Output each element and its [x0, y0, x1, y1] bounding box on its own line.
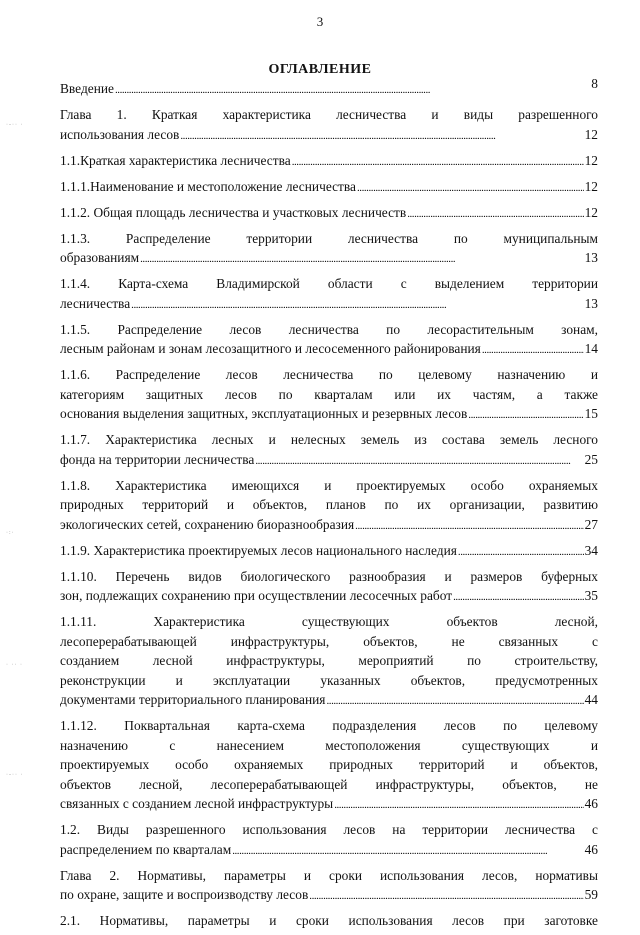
toc-entry-text-line: 1.1.6. Распределение лесов лесничества по целевому назначению и — [60, 367, 598, 382]
toc-dot-leader — [468, 404, 583, 426]
toc-page-number: 46 — [584, 841, 598, 857]
toc-entry-text-line: Глава 1. Краткая характеристика лесничества и виды разрешенного — [60, 107, 598, 122]
toc-entry-text-line: природных территорий и объектов, планов по их организации, развитию — [60, 497, 598, 512]
toc-entry-text-line: 1.1.4. Карта-схема Владимирской области с выделением территории — [60, 276, 598, 291]
toc-entry[interactable] — [60, 365, 598, 426]
toc-entry-text-line: проектируемых особо охраняемых природных территорий и объектов, — [60, 757, 598, 772]
toc-entry[interactable] — [60, 274, 598, 315]
toc-page-number: 44 — [584, 692, 598, 707]
toc-entry[interactable] — [60, 567, 598, 608]
toc-entry[interactable] — [60, 716, 598, 816]
toc-dot-leader — [309, 885, 583, 907]
toc-entry-title: экологических сетей, сохранению биоразнообразия — [60, 516, 355, 532]
toc-dot-leader — [131, 294, 583, 316]
scan-artifact: · ·· · — [6, 662, 23, 668]
toc-entry-text-line: объектов лесной, лесоперерабатывающей инфраструктуры, объектов, не — [60, 776, 598, 792]
toc-entry[interactable] — [60, 151, 598, 173]
toc-entry-title: зон, подлежащих сохранению при осуществлении лесосечных работ — [60, 588, 453, 603]
toc-page-number: 27 — [584, 516, 598, 532]
toc-entry-text-line: 1.1.3. Распределение территории лесничества по муниципальным — [60, 230, 598, 246]
toc-page-number: 46 — [584, 796, 598, 811]
toc-entry-text-line: назначению с нанесением местоположения существующих и — [60, 737, 598, 753]
toc-dot-leader — [292, 151, 584, 173]
scan-artifact: ·:· — [6, 530, 15, 536]
toc-page-number: 25 — [584, 451, 598, 467]
toc-dot-leader — [458, 541, 584, 563]
toc-entry-text-line: категориям защитных лесов по кварталам или их частям, а также — [60, 386, 598, 402]
toc-entry[interactable] — [60, 203, 598, 225]
toc-entry-title: фонда на территории лесничества — [60, 451, 255, 467]
toc-entry[interactable] — [60, 866, 598, 907]
toc-dot-leader — [334, 794, 583, 816]
toc-entry[interactable] — [60, 177, 598, 199]
toc-entry-text-line: Глава 2. Нормативы, параметры и сроки использования лесов, нормативы — [60, 867, 598, 883]
toc-entry-title: 1.1.1.Наименование и местоположение лесничества — [60, 178, 356, 194]
toc-entry[interactable] — [60, 229, 598, 270]
toc-entry-text-line: 1.1.5. Распределение лесов лесничества по лесорастительным зонам, — [60, 321, 598, 337]
toc-entry-title: основания выделения защитных, эксплуатационных и резервных лесов — [60, 406, 468, 421]
toc-entry-text-line: 1.1.11. Характеристика существующих объектов лесной, — [60, 614, 598, 629]
toc-entry[interactable] — [60, 820, 598, 861]
toc-page-number: 34 — [584, 542, 598, 558]
toc-dot-leader — [255, 450, 583, 472]
toc-page-number: 12 — [584, 152, 598, 168]
toc-entry-title: по охране, защите и воспроизводству лесов — [60, 887, 309, 902]
toc-dot-leader — [453, 586, 584, 608]
toc-entry[interactable] — [60, 541, 598, 563]
toc-entry-title: 1.1.2. Общая площадь лесничества и участковых лесничеств — [60, 204, 407, 220]
toc-entry[interactable] — [60, 320, 598, 361]
toc-entry-title: 1.1.9. Характеристика проектируемых лесов национального наследия — [60, 542, 457, 558]
toc-dot-leader — [407, 203, 583, 225]
toc-page-number: 8 — [591, 76, 598, 91]
toc-entry-text-line: реконструкции и эксплуатации указанных объектов, предусмотренных — [60, 672, 598, 688]
page-title: ОГЛАВЛЕНИЕ — [268, 62, 372, 77]
toc-page-number: 12 — [584, 178, 598, 194]
toc-entry-text-line: 2.1. Нормативы, параметры и сроки использования лесов при заготовке — [60, 913, 598, 928]
toc-entry-text-line: 1.1.8. Характеристика имеющихся и проектируемых особо охраняемых — [60, 477, 598, 493]
toc-dot-leader — [232, 840, 583, 862]
toc-entry-title: связанных с созданием лесной инфраструктуры — [60, 796, 334, 811]
toc-dot-leader — [357, 177, 584, 199]
toc-entry-text-line: 1.1.7. Характеристика лесных и нелесных земель из состава земель лесного — [60, 432, 598, 447]
toc-page-number: 12 — [584, 204, 598, 220]
toc-page-number: 59 — [584, 887, 598, 902]
toc-entry-title: образованиям — [60, 250, 140, 265]
toc-entry-text-line: 1.1.12. Поквартальная карта-схема подразделения лесов по целевому — [60, 718, 598, 733]
toc-entry[interactable] — [60, 105, 598, 146]
toc-page-number: 15 — [584, 406, 598, 421]
toc-entry[interactable] — [60, 76, 598, 101]
table-of-contents — [60, 76, 598, 935]
toc-entry-title: лесничества — [60, 295, 131, 311]
toc-dot-leader — [482, 339, 584, 361]
toc-page-number: 13 — [584, 295, 598, 311]
toc-entry-title: документами территориального планирования — [60, 692, 326, 707]
toc-dot-leader — [355, 515, 583, 537]
toc-entry-title: использования лесов — [60, 126, 180, 142]
toc-entry[interactable] — [60, 911, 598, 931]
scan-artifact: ·-·· · — [6, 122, 24, 128]
toc-entry[interactable] — [60, 612, 598, 712]
scan-artifact: ·-·· · — [6, 772, 24, 778]
toc-entry[interactable] — [60, 476, 598, 537]
toc-page-number: 12 — [584, 126, 598, 142]
toc-entry-title: Введение — [60, 81, 114, 96]
toc-entry-title: распределением по кварталам — [60, 841, 232, 857]
toc-page-number: 14 — [584, 341, 598, 356]
toc-entry[interactable] — [60, 430, 598, 471]
toc-page-number: 13 — [584, 250, 598, 265]
toc-entry-text-line: 1.2. Виды разрешенного использования лесов на территории лесничества с — [60, 822, 598, 837]
toc-dot-leader — [326, 690, 583, 712]
toc-entry-text-line: созданием лесной инфраструктуры, мероприятий по строительству, — [60, 653, 598, 668]
toc-page-number: 35 — [584, 588, 598, 603]
toc-entry-text-line: лесоперерабатывающей инфраструктуры, объектов, не связанных с — [60, 633, 598, 649]
toc-dot-leader — [140, 248, 584, 270]
toc-entry-title: 1.1.Краткая характеристика лесничества — [60, 152, 291, 168]
toc-entry-title: лесным районам и зонам лесозащитного и лесосеменного районирования — [60, 341, 481, 356]
page-number: 3 — [316, 14, 324, 29]
toc-entry-text-line: 1.1.10. Перечень видов биологического разнообразия и размеров буферных — [60, 568, 598, 584]
toc-dot-leader — [115, 79, 590, 101]
toc-dot-leader — [180, 125, 583, 147]
